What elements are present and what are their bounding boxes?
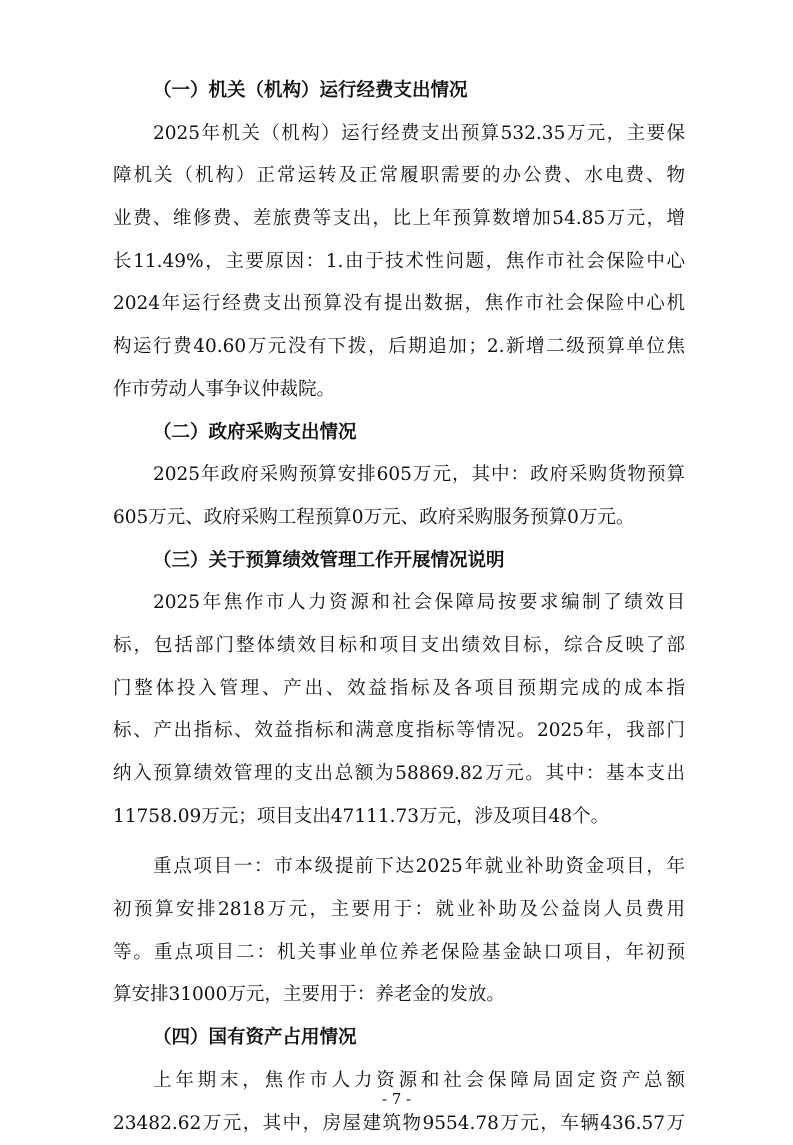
paragraph-line: 初预算安排2818万元，主要用于：就业补助及公益岗人员费用: [113, 889, 685, 932]
paragraph-line: 纳入预算绩效管理的支出总额为58869.82万元。其中：基本支出: [113, 753, 685, 796]
paragraph-line: 重点项目一：市本级提前下达2025年就业补助资金项目，年: [113, 846, 685, 889]
paragraph-line: 2025年政府采购预算安排605万元，其中：政府采购货物预算: [113, 454, 685, 497]
paragraph-line: 障机关（机构）正常运转及正常履职需要的办公费、水电费、物: [113, 155, 685, 198]
paragraph-line: 标，包括部门整体绩效目标和项目支出绩效目标，综合反映了部: [113, 625, 685, 668]
paragraph-line: 长11.49%，主要原因：1.由于技术性问题，焦作市社会保险中心: [113, 241, 685, 284]
paragraph-line: 2025年机关（机构）运行经费支出预算532.35万元，主要保: [113, 113, 685, 156]
paragraph-line: 构运行费40.60万元没有下拨，后期追加；2.新增二级预算单位焦: [113, 326, 685, 369]
paragraph-line: 2024年运行经费支出预算没有提出数据，焦作市社会保险中心机: [113, 283, 685, 326]
paragraph-line: 算安排31000万元，主要用于：养老金的发放。: [113, 974, 685, 1017]
paragraph-line: 门整体投入管理、产出、效益指标及各项目预期完成的成本指: [113, 668, 685, 711]
paragraph-line: 605万元、政府采购工程预算0万元、政府采购服务预算0万元。: [113, 497, 685, 540]
section-heading-3: （三）关于预算绩效管理工作开展情况说明: [113, 540, 685, 583]
paragraph-line: 2025年焦作市人力资源和社会保障局按要求编制了绩效目: [113, 582, 685, 625]
paragraph-line: 23482.62万元，其中，房屋建筑物9554.78万元，车辆436.57万: [113, 1103, 685, 1145]
section-heading-1: （一）机关（机构）运行经费支出情况: [113, 70, 685, 113]
paragraph-line: 等。重点项目二：机关事业单位养老保险基金缺口项目，年初预: [113, 932, 685, 975]
paragraph-line: 业费、维修费、差旅费等支出，比上年预算数增加54.85万元，增: [113, 198, 685, 241]
paragraph-line: 标、产出指标、效益指标和满意度指标等情况。2025年，我部门: [113, 710, 685, 753]
paragraph-line: 11758.09万元；项目支出47111.73万元，涉及项目48个。: [113, 796, 685, 839]
page-body: [113, 70, 685, 1145]
page-number: - 7 -: [0, 1090, 793, 1108]
paragraph-gap: [113, 838, 685, 846]
section-heading-4: （四）国有资产占用情况: [113, 1017, 685, 1060]
paragraph-line: 作市劳动人事争议仲裁院。: [113, 369, 685, 412]
paragraph-line: 上年期末，焦作市人力资源和社会保障局固定资产总额: [113, 1060, 685, 1103]
section-heading-2: （二）政府采购支出情况: [113, 412, 685, 455]
